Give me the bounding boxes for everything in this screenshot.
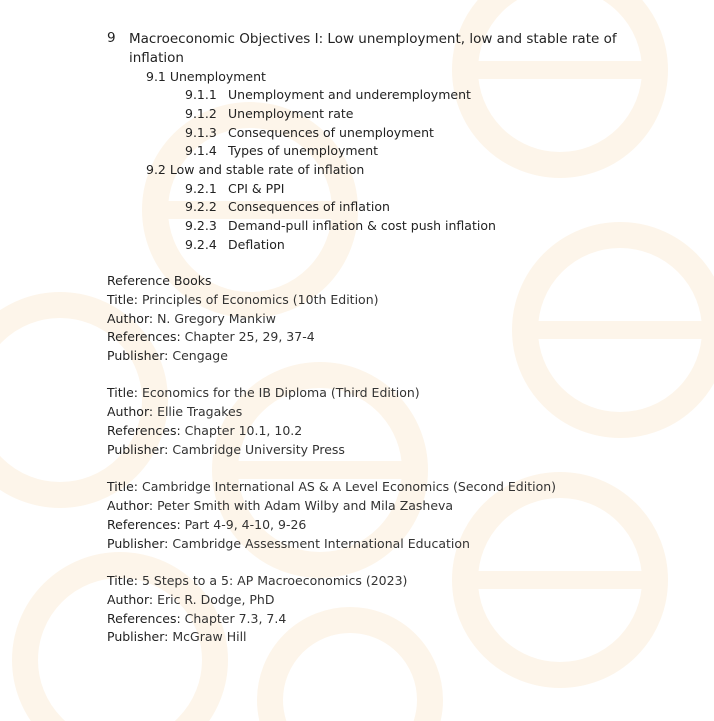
book-publisher-line: [107, 348, 228, 363]
book-references: Chapter 10.1, 10.2: [184, 423, 303, 438]
book-references: Chapter 7.3, 7.4: [184, 611, 287, 626]
subsection-number: 9.2.3: [185, 218, 217, 233]
subsection-number: 9.1.3: [185, 125, 217, 140]
book-publisher-line: [107, 629, 247, 644]
book-title: Economics for the IB Diploma (Third Edition): [141, 385, 420, 400]
author-key: Author:: [107, 311, 154, 326]
references-key: References:: [107, 517, 181, 532]
book-title-line: [107, 292, 379, 307]
book-publisher: McGraw Hill: [172, 629, 247, 644]
title-key: Title:: [107, 479, 138, 494]
subsection-label: Consequences of inflation: [228, 199, 390, 214]
book-title: 5 Steps to a 5: AP Macroeconomics (2023): [141, 573, 408, 588]
book-author: Peter Smith with Adam Wilby and Mila Zasheva: [157, 498, 454, 513]
section-heading: 9.2 Low and stable rate of inflation: [146, 162, 365, 177]
title-key: Title:: [107, 385, 138, 400]
book-references-line: [107, 423, 302, 438]
subsection-number: 9.1.2: [185, 106, 217, 121]
book-references-line: [107, 517, 306, 532]
title-key: Title:: [107, 292, 138, 307]
references-key: References:: [107, 611, 181, 626]
book-author: N. Gregory Mankiw: [157, 311, 276, 326]
references-key: References:: [107, 329, 181, 344]
book-references-line: [107, 611, 286, 626]
book-title-line: [107, 573, 407, 588]
subsection-number: 9.2.1: [185, 181, 217, 196]
book-author: Ellie Tragakes: [157, 404, 243, 419]
book-title-line: [107, 385, 420, 400]
section-heading: 9.1 Unemployment: [146, 69, 266, 84]
subsection-label: Types of unemployment: [228, 143, 379, 158]
subsection-label: CPI & PPI: [228, 181, 285, 196]
book-publisher: Cengage: [172, 348, 228, 363]
book-author-line: [107, 592, 274, 607]
book-author: Eric R. Dodge, PhD: [157, 592, 275, 607]
publisher-key: Publisher:: [107, 348, 169, 363]
book-author-line: [107, 498, 453, 513]
book-publisher-line: [107, 536, 470, 551]
book-author-line: [107, 311, 276, 326]
book-publisher-line: [107, 442, 345, 457]
author-key: Author:: [107, 498, 154, 513]
subsection-number: 9.1.4: [185, 143, 217, 158]
book-title: Cambridge International AS & A Level Economics (Second Edition): [141, 479, 557, 494]
chapter-number: 9: [107, 30, 116, 46]
book-references: Part 4-9, 4-10, 9-26: [184, 517, 307, 532]
book-title-line: [107, 479, 556, 494]
publisher-key: Publisher:: [107, 629, 169, 644]
subsection-number: 9.2.2: [185, 199, 217, 214]
subsection-number: 9.1.1: [185, 87, 217, 102]
subsection-label: Unemployment rate: [228, 106, 354, 121]
book-references-line: [107, 329, 315, 344]
subsection-number: 9.2.4: [185, 237, 217, 252]
references-key: References:: [107, 423, 181, 438]
book-publisher: Cambridge University Press: [172, 442, 345, 457]
subsection-label: Deflation: [228, 237, 285, 252]
subsection-label: Unemployment and underemployment: [228, 87, 471, 102]
author-key: Author:: [107, 592, 154, 607]
book-references: Chapter 25, 29, 37-4: [184, 329, 315, 344]
title-key: Title:: [107, 573, 138, 588]
publisher-key: Publisher:: [107, 536, 169, 551]
chapter-title: Macroeconomic Objectives I: Low unemployment, low and stable rate of inflation: [129, 31, 617, 66]
book-author-line: [107, 404, 242, 419]
reference-books-heading: Reference Books: [107, 273, 212, 288]
book-title: Principles of Economics (10th Edition): [141, 292, 379, 307]
author-key: Author:: [107, 404, 154, 419]
subsection-label: Demand-pull inflation & cost push inflation: [228, 218, 496, 233]
subsection-label: Consequences of unemployment: [228, 125, 434, 140]
book-publisher: Cambridge Assessment International Education: [172, 536, 470, 551]
publisher-key: Publisher:: [107, 442, 169, 457]
